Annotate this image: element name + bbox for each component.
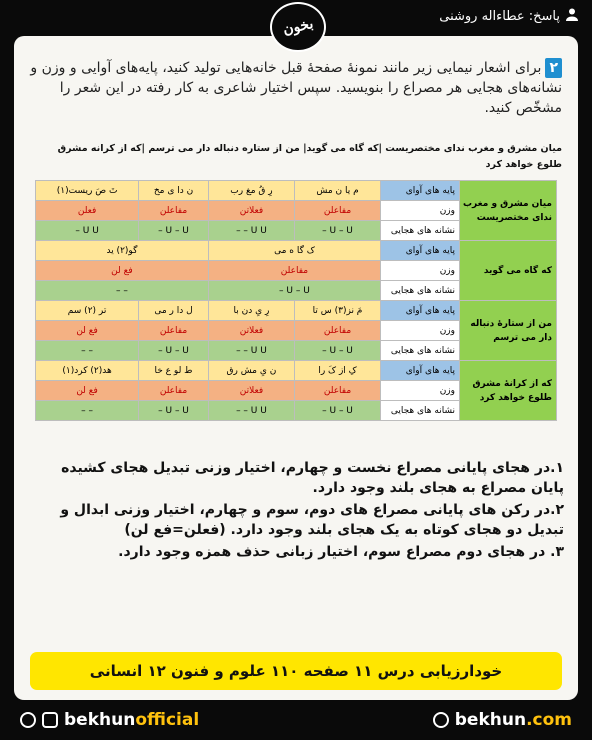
table-cell: U U –	[36, 221, 139, 241]
table-row	[36, 181, 557, 201]
answer-item: ۱.در هجای پایانی مصراع نخست و چهارم، اختیار وزنی تبدیل هجای کشیده پایان مصراع به هجای بلند وجود دارد.	[61, 460, 564, 496]
social-handle[interactable]	[20, 710, 200, 730]
table-cell: ک گا ه می	[208, 241, 380, 261]
table-cell: U – U –	[139, 341, 209, 361]
table-cell: – –	[36, 281, 209, 301]
question-text	[30, 58, 562, 118]
row-label: نشانه های هجایی	[381, 401, 460, 421]
verse-cell: که گاه می گوید	[460, 241, 557, 301]
table-cell: فعلاتن	[208, 201, 294, 221]
row-label: وزن	[381, 321, 460, 341]
handle-suffix: official	[135, 710, 200, 730]
table-cell: مفاعلن	[295, 381, 381, 401]
table-cell: U U – –	[208, 401, 294, 421]
table-cell: U – U –	[295, 341, 381, 361]
row-label: نشانه های هجایی	[381, 341, 460, 361]
question-body: برای اشعار نیمایی زیر مانند نمونهٔ صفحهٔ قبل خانه‌هایی تولید کنید، پایه‌های آوایی و وزن و نشانه‌های هجایی هر مصراع را بنویسید. سپس اختیار شاعری به کار رفته در این شعر را مشخّص کنید.	[30, 60, 562, 116]
instagram-icon	[42, 712, 58, 728]
answer-label	[439, 8, 578, 25]
row-label: پایه های آوای	[381, 361, 460, 381]
table-cell: گو(۲) ید	[36, 241, 209, 261]
lesson-banner	[30, 652, 562, 690]
verse-cell: میان مشرق و مغرب ندای مختصریست	[460, 181, 557, 241]
logo-text: بخون	[281, 16, 315, 38]
answers-list	[36, 458, 564, 564]
answer-text: پاسخ: عطاءاله روشنی	[439, 9, 560, 24]
table-cell: مفاعلن	[295, 321, 381, 341]
table-cell: فع لن	[36, 381, 139, 401]
table-cell: ن یِ مش رق	[208, 361, 294, 381]
table-cell: کِ از کَ را	[295, 361, 381, 381]
site-suffix: .com	[526, 710, 572, 730]
handle-prefix: bekhun	[64, 710, 136, 730]
site-prefix: bekhun	[454, 710, 527, 730]
table-row	[36, 301, 557, 321]
table-cell: تر (۲) سم	[36, 301, 139, 321]
globe-icon	[433, 712, 449, 728]
table-cell: U – U –	[208, 281, 380, 301]
table-cell: U U – –	[208, 341, 294, 361]
table-cell: فعلاتن	[208, 321, 294, 341]
table-cell: U – U –	[295, 221, 381, 241]
answer-item: ۳. در هجای دوم مصراع سوم، اختیار زبانی حذف همزه وجود دارد.	[118, 544, 564, 560]
user-icon	[566, 8, 578, 25]
table-cell: هد(۲) کرد(۱)	[36, 361, 139, 381]
website-link[interactable]	[433, 710, 572, 730]
verse-cell: من از ستارهٔ دنباله دار می ترسم	[460, 301, 557, 361]
row-label: پایه های آوای	[381, 241, 460, 261]
question-number: ۲	[545, 58, 562, 78]
table-cell: مَ نز(۳) س تا	[295, 301, 381, 321]
verse-cell: که از کرانهٔ مشرق طلوع خواهد کرد	[460, 361, 557, 421]
bekhun-logo	[270, 2, 326, 52]
table-cell: رِ یِ دن با	[208, 301, 294, 321]
row-label: نشانه های هجایی	[381, 281, 460, 301]
row-label: وزن	[381, 261, 460, 281]
table-cell: فع لن	[36, 321, 139, 341]
table-cell: ل دا ر می	[139, 301, 209, 321]
table-cell: U – U –	[139, 401, 209, 421]
table-cell: مفاعلن	[139, 201, 209, 221]
prosody-table	[35, 180, 557, 421]
table-cell: فعلاتن	[208, 381, 294, 401]
banner-text: خودارزیابی درس ۱۱ صفحه ۱۱۰ علوم و فنون ۱۲ انسانی	[89, 662, 503, 680]
table-cell: فعلن	[36, 201, 139, 221]
table-cell: U U – –	[208, 221, 294, 241]
table-row	[36, 361, 557, 381]
table-cell: مفاعلن	[295, 201, 381, 221]
table-cell: م یا ن مش	[295, 181, 381, 201]
telegram-icon	[20, 712, 36, 728]
row-label: وزن	[381, 381, 460, 401]
table-cell: مفاعلن	[208, 261, 380, 281]
table-cell: مفاعلن	[139, 321, 209, 341]
table-cell: – –	[36, 341, 139, 361]
table-cell: ن دا ی مخ	[139, 181, 209, 201]
table-cell: رِ قُ مغ رب	[208, 181, 294, 201]
table-cell: ط لو ع خا	[139, 361, 209, 381]
row-label: وزن	[381, 201, 460, 221]
table-cell: فع لن	[36, 261, 209, 281]
poem-line: میان مشرق و مغرب ندای مختصریست |که گاه می گوید| من از ستاره دنباله دار می ترسم |که از کرانه مشرق طلوع خواهد کرد	[57, 143, 562, 170]
answer-item: ۲.در رکن های پایانی مصراع های دوم، سوم و چهارم، اختیار وزنی ابدال و تبدیل دو هجای کوتاه به یک هجای بلند وجود دارد. (فعلن=فع لن)	[60, 502, 564, 538]
row-label: پایه های آوای	[381, 301, 460, 321]
footer	[0, 700, 592, 740]
table-cell: مفاعلن	[139, 381, 209, 401]
table-cell: – –	[36, 401, 139, 421]
table-cell: U – U –	[295, 401, 381, 421]
table-row	[36, 241, 557, 261]
row-label: نشانه های هجایی	[381, 221, 460, 241]
table-cell: تَ صَ ریست(۱)	[36, 181, 139, 201]
row-label: پایه های آوای	[381, 181, 460, 201]
table-cell: U – U –	[139, 221, 209, 241]
